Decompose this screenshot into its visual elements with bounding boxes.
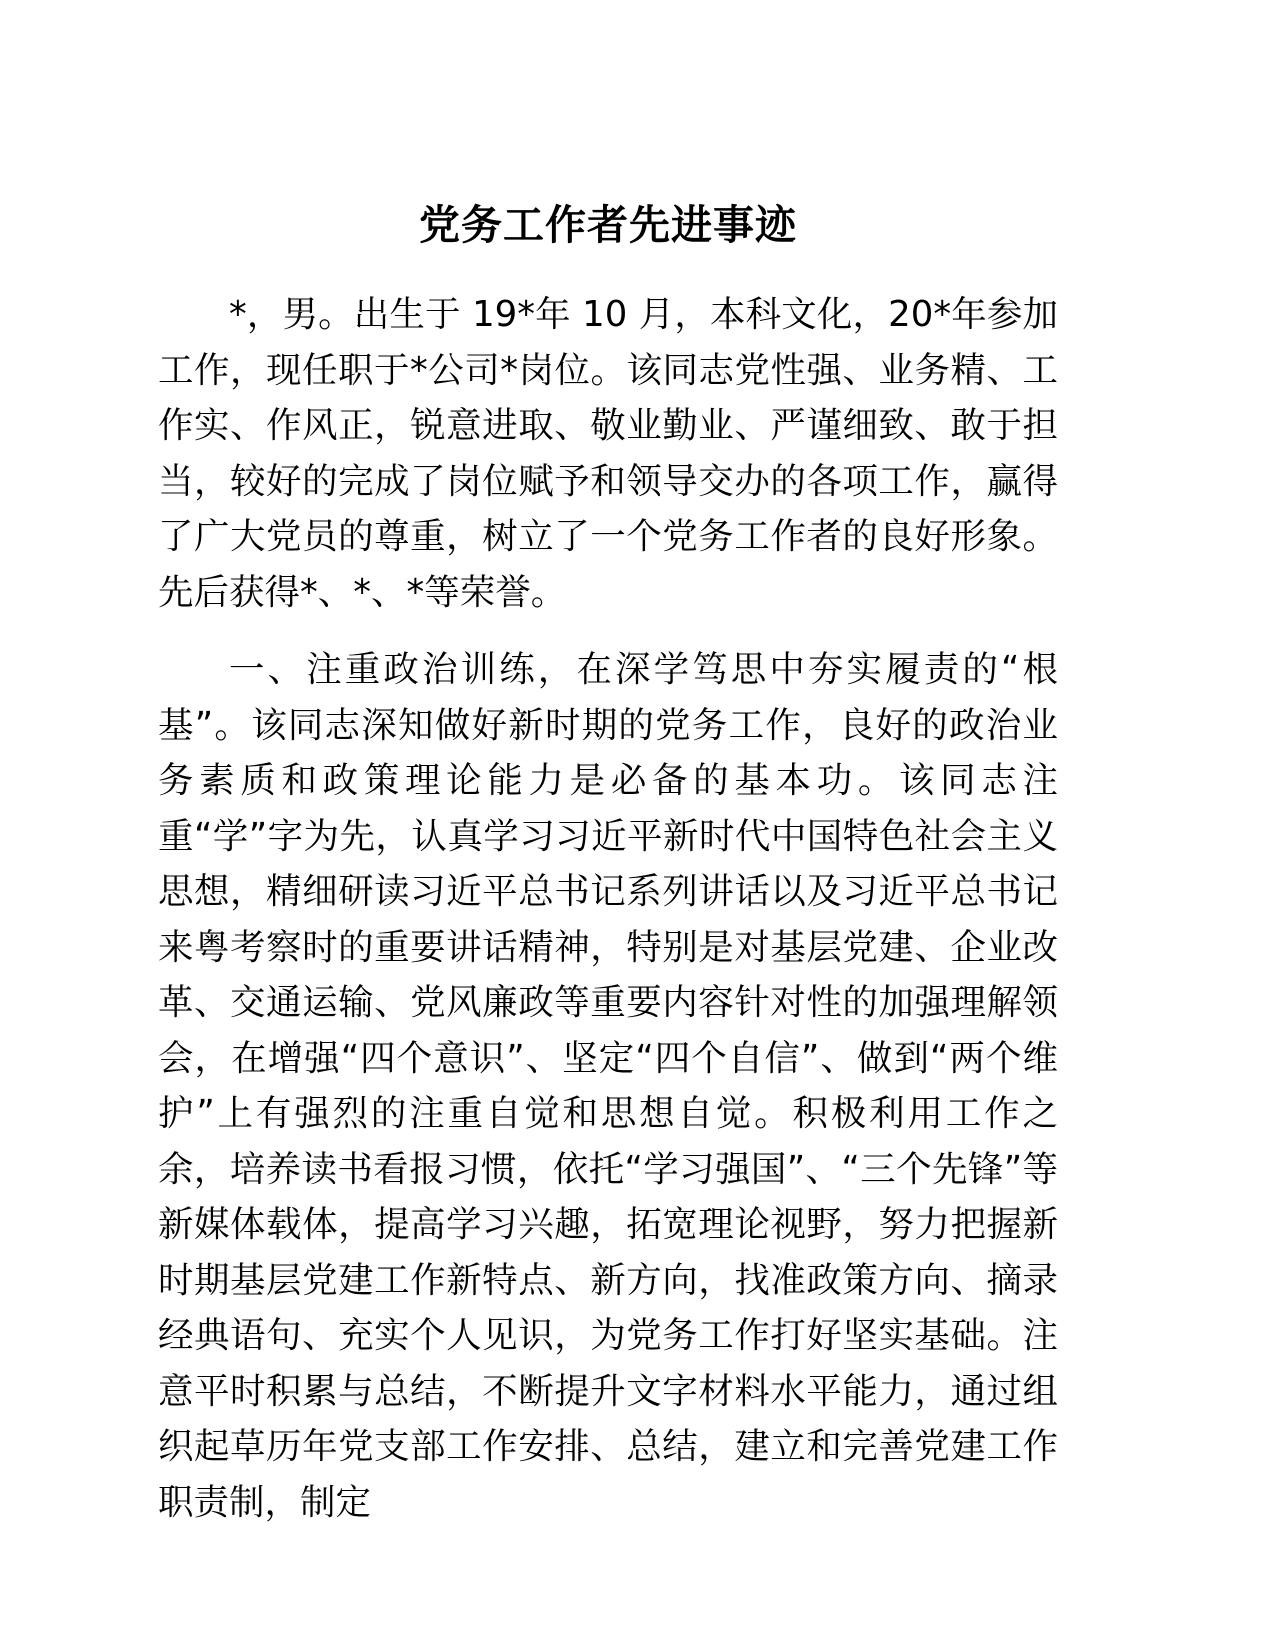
paragraph-section-one: 一、注重政治训练，在深学笃思中夯实履责的“根基”。该同志深知做好新时期的党务工作，良好的政治业务素质和政策理论能力是必备的基本功。该同志注重“学”字为先，认真学习习近平新时代中国特色社会主义思想，精细研读习近平总书记系列讲话以及习近平总书记来粤考察时的重要讲话精神，特别是对基层党建、企业改革、交通运输、党风廉政等重要内容针对性的加强理解领会，在增强“四个意识”、坚定“四个自信”、做到“两个维护”上有强烈的注重自觉和思想自觉。积极利用工作之余，培养读书看报习惯，依托“学习强国”、“三个先锋”等新媒体载体，提高学习兴趣，拓宽理论视野，努力把握新时期基层党建工作新特点、新方向，找准政策方向、摘录经典语句、充实个人见识，为党务工作打好坚实基础。注意平时积累与总结，不断提升文字材料水平能力，通过组织起草历年党支部工作安排、总结，建立和完善党建工作职责制，制定: [158, 649, 1058, 1523]
page-title: 党务工作者先进事迹: [419, 201, 797, 249]
document-content: [158, 0, 1058, 1530]
paragraph-intro: *，男。出生于 19*年 10 月，本科文化，20*年参加工作，现任职于*公司*岗位。该同志党性强、业务精、工作实、作风正，锐意进取、敬业勤业、严谨细致、敢于担当，较好的完成了岗位赋予和领导交办的各项工作，赢得了广大党员的尊重，树立了一个党务工作者的良好形象。先后获得*、*、*等荣誉。: [158, 294, 1058, 613]
